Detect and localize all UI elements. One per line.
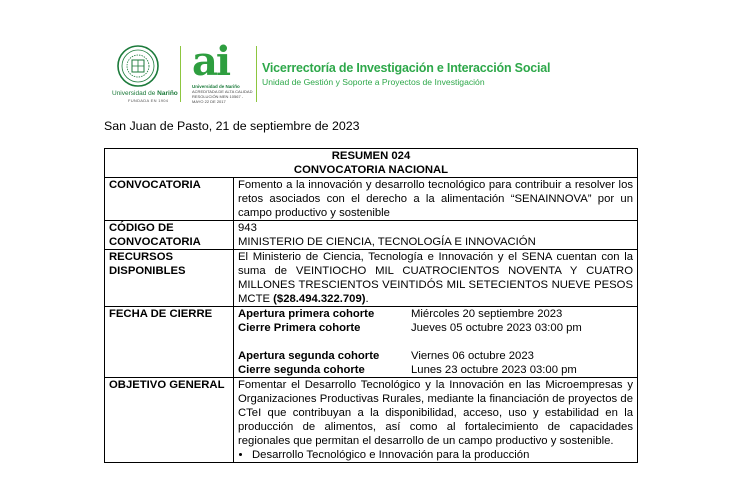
- row-label: CÓDIGO DE CONVOCATORIA: [105, 221, 234, 250]
- table-row: [105, 378, 638, 463]
- table-heading: RESUMEN 024 CONVOCATORIA NACIONAL: [105, 149, 638, 178]
- table-row: [105, 149, 638, 178]
- row-value: [234, 307, 638, 378]
- table-row: [105, 250, 638, 307]
- schedule-value: Jueves 05 octubre 2023 03:00 pm: [411, 322, 582, 334]
- schedule-label: Apertura segunda cohorte: [238, 350, 380, 362]
- table-row: [105, 221, 638, 250]
- ai-logo-caption: Universidad de Nariño ACREDITADA DE ALTA CALIDAD RESOLUCIÓN MEN 10567 - MAYO 22 DE 2017: [192, 84, 253, 104]
- row-label: OBJETIVO GENERAL: [105, 378, 234, 463]
- ai-logo: ai: [192, 38, 230, 85]
- office-subtitle: Unidad de Gestión y Soporte a Proyectos de Investigación: [262, 77, 485, 87]
- schedule-value: Lunes 23 octubre 2023 03:00 pm: [411, 364, 577, 376]
- table-row: [105, 307, 638, 378]
- row-label: FECHA DE CIERRE: [105, 307, 234, 378]
- row-value: Fomento a la innovación y desarrollo tecnológico para contribuir a resolver los retos asociados con el derecho a la alimentación “SENAINNOVA” por un campo productivo y sostenible: [234, 178, 638, 221]
- row-label: CONVOCATORIA: [105, 178, 234, 221]
- schedule-label: Cierre segunda cohorte: [238, 364, 365, 376]
- row-value: Fomentar el Desarrollo Tecnológico y la Innovación en las Microempresas y Organizaciones Productivas Rurales, mediante la financiación de proyectos de CTeI que contribuyan a la disponibilidad, acceso, uso y estabilidad en la producción de alimentos, así como al fortalecimiento de capacidades regionales que permitan el desarrollo de un campo productivo y sostenible. • Desarrollo Tecnológico e Innovación para la producción: [234, 378, 638, 463]
- schedule-label: Cierre Primera cohorte: [238, 322, 361, 334]
- list-item: • Desarrollo Tecnológico e Innovación para la producción: [252, 448, 633, 462]
- document-date: San Juan de Pasto, 21 de septiembre de 2023: [104, 119, 360, 133]
- row-label: RECURSOS DISPONIBLES: [105, 250, 234, 307]
- row-value: El Ministerio de Ciencia, Tecnología e Innovación y el SENA cuentan con la suma de VEINTIOCHO MIL CUATROCIENTOS NOVENTA Y CUATRO MILLONES TRESCIENTOS VEINTIDÓS MIL SETECIENTOS NUEVE PESOS MCTE ($28.494.322.709).: [234, 250, 638, 307]
- divider: [180, 46, 181, 102]
- table-row: [105, 178, 638, 221]
- divider: [256, 46, 257, 102]
- university-seal-icon: [116, 44, 160, 88]
- university-motto: FUNDADA EN 1904: [128, 98, 169, 103]
- schedule-label: Apertura primera cohorte: [238, 308, 375, 320]
- row-value: 943 MINISTERIO DE CIENCIA, TECNOLOGÍA E INNOVACIÓN: [234, 221, 638, 250]
- summary-table: [104, 148, 638, 463]
- letterhead: [112, 38, 632, 104]
- university-name: Universidad de Nariño: [112, 90, 178, 97]
- schedule-value: Miércoles 20 septiembre 2023: [411, 308, 563, 320]
- schedule-value: Viernes 06 octubre 2023: [411, 350, 534, 362]
- office-title: Vicerrectoría de Investigación e Interacción Social: [262, 61, 551, 75]
